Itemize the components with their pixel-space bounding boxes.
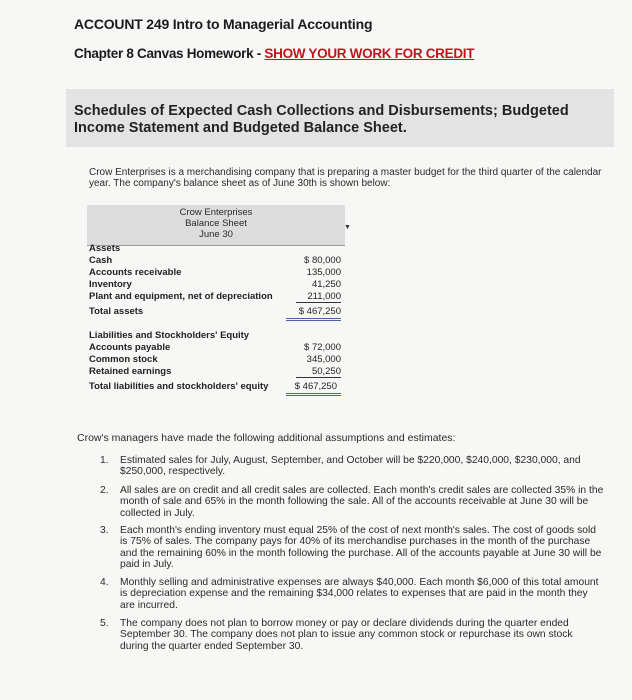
rule-assets-total-1: [286, 318, 341, 319]
bs-row-ap: Accounts payable $ 72,000: [89, 342, 341, 353]
balance-sheet-header: [87, 205, 345, 246]
course-title: ACCOUNT 249 Intro to Managerial Accounting: [74, 16, 373, 32]
bs-liab-header: Liabilities and Stockholders' Equity: [89, 330, 250, 341]
bs-assets-header: Assets: [89, 243, 121, 254]
bs-row-ar: Accounts receivable 135,000: [89, 267, 341, 278]
bs-company: Crow Enterprises: [179, 207, 253, 218]
subtitle-prefix: Chapter 8 Canvas Homework -: [74, 46, 265, 61]
rule-assets-subtotal: [296, 302, 341, 303]
bs-row-ppe: Plant and equipment, net of depreciation 211,000: [89, 291, 341, 302]
rule-le-total-1: [286, 393, 341, 394]
subtitle-emphasis: SHOW YOUR WORK FOR CREDIT: [264, 46, 475, 61]
rule-le-total-2: [286, 395, 341, 396]
homework-subtitle: [74, 46, 474, 61]
bs-row-inventory: Inventory 41,250: [89, 279, 341, 290]
bs-row-cs: Common stock 345,000: [89, 354, 341, 365]
bs-row-cash: Cash $ 80,000: [89, 255, 341, 266]
bs-row-total-assets: Total assets $ 467,250: [89, 306, 341, 317]
rule-assets-total-2: [286, 320, 341, 321]
dropdown-arrow-icon: ▼: [344, 224, 351, 231]
rule-liab-subtotal: [296, 377, 341, 378]
intro-paragraph: Crow Enterprises is a merchandising company that is preparing a master budget for the third quarter of the calendar year. The company's balance sheet as of June 30th is shown below:: [89, 167, 602, 189]
assignment-title: Schedules of Expected Cash Collections and Disbursements; Budgeted Income Statement and Budgeted Balance Sheet.: [74, 103, 569, 136]
bs-row-re: Retained earnings 50,250: [89, 366, 341, 377]
bs-statement: Balance Sheet: [185, 218, 247, 229]
bs-date: June 30: [199, 229, 233, 240]
bs-row-total-le: Total liabilities and stockholders' equity $ 467,250: [89, 381, 337, 392]
assignment-title-box: [66, 89, 614, 147]
assumptions-intro: Crow's managers have made the following additional assumptions and estimates:: [77, 432, 456, 444]
